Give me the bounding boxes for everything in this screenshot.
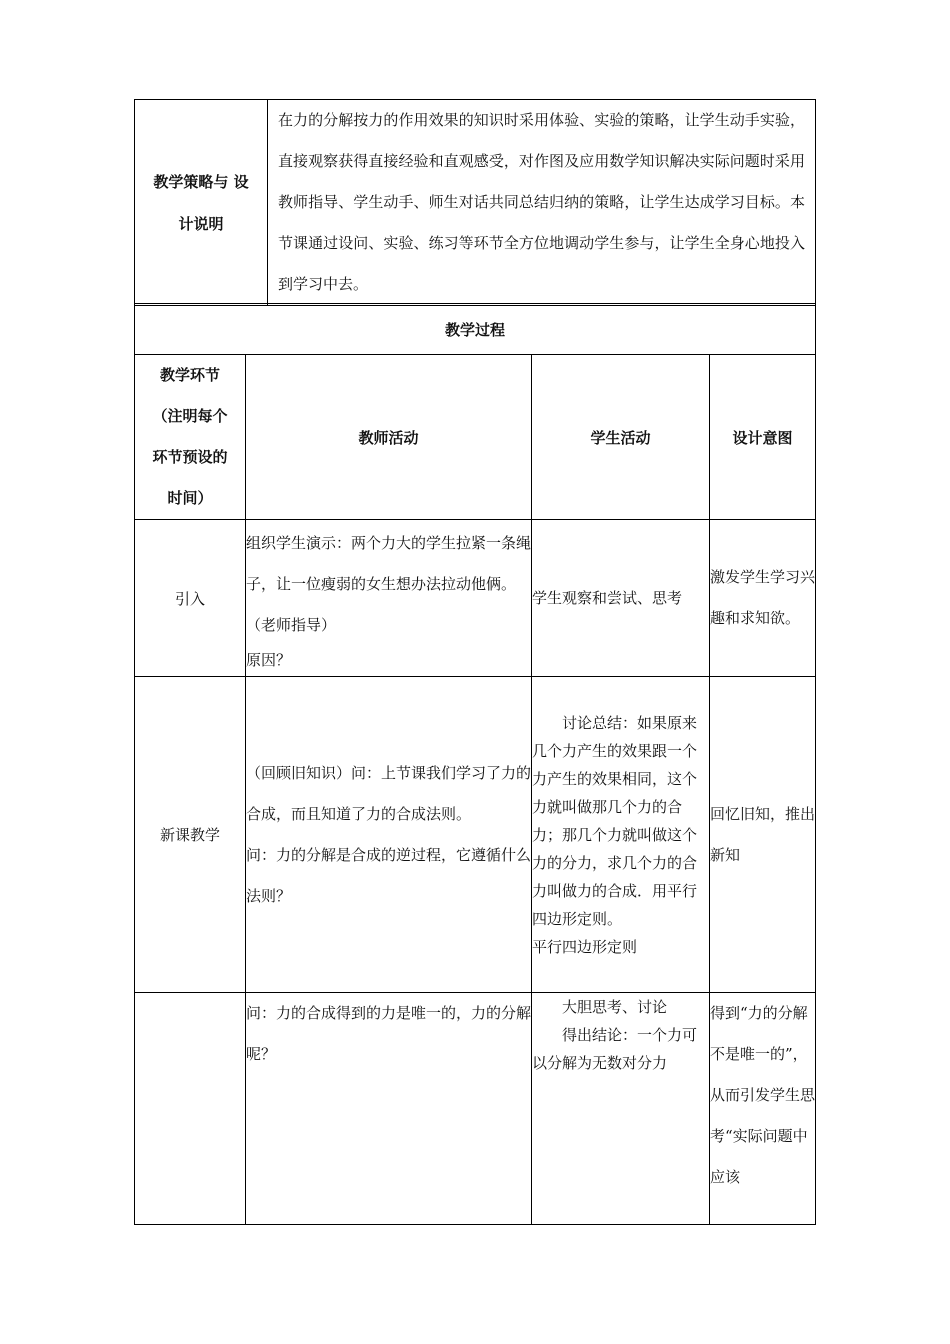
stage-cell <box>135 993 246 1225</box>
process-title: 教学过程 <box>135 304 816 355</box>
strategy-label-line: 计说明 <box>178 214 224 233</box>
stage-cell: 引入 <box>135 520 246 677</box>
header-stage-line: 时间） <box>167 489 213 507</box>
teacher-paragraph: 组织学生演示：两个力大的学生拉紧一条绳子，让一位瘦弱的女生想办法拉动他俩。（老师指导） <box>246 533 532 634</box>
strategy-table <box>134 99 816 306</box>
intent-cell: 回忆旧知，推出新知 <box>710 677 816 993</box>
strategy-label <box>135 100 268 306</box>
header-teacher: 教师活动 <box>246 355 532 520</box>
process-table <box>134 303 816 1225</box>
header-intent: 设计意图 <box>710 355 816 520</box>
header-student: 学生活动 <box>532 355 710 520</box>
teacher-paragraph: 原因？ <box>246 650 292 669</box>
header-stage-line: 教学环节 <box>159 366 220 384</box>
strategy-text: 在力的分解按力的作用效果的知识时采用体验、实验的策略，让学生动手实验，直接观察获得直接经验和直观感受，对作图及应用数学知识解决实际问题时采用教师指导、学生动手、师生对话共同总结归纳的策略，让学生达成学习目标。本节课通过设问、实验、练习等环节全方位地调动学生参与，让学生全身心地投入到学习中去。 <box>268 100 816 306</box>
student-cell <box>532 520 710 677</box>
strategy-label-line: 教学策略与 设 <box>153 172 249 191</box>
student-paragraph: 大胆思考、讨论 <box>562 998 668 1016</box>
teacher-paragraph: 问：力的合成得到的力是唯一的，力的分解呢？ <box>246 1004 532 1063</box>
student-paragraph: 得出结论：一个力可以分解为无数对分力 <box>532 1026 698 1072</box>
teacher-paragraph: 问：力的分解是合成的逆过程，它遵循什么法则？ <box>246 845 532 905</box>
student-cell <box>532 993 710 1225</box>
student-paragraph: 讨论总结：如果原来几个力产生的效果跟一个力产生的效果相同，这个力就叫做那几个力的合力；那几个力就叫做这个力的分力，求几个力的合力叫做力的合成．用平行四边形定则。 <box>532 713 698 928</box>
student-paragraph: 学生观察和尝试、思考 <box>532 588 683 607</box>
header-stage-line: （注明每个 <box>152 407 228 425</box>
intent-cell: 激发学生学习兴趣和求知欲。 <box>710 520 816 677</box>
student-cell <box>532 677 710 993</box>
header-stage <box>135 355 246 520</box>
student-paragraph: 平行四边形定则 <box>532 937 638 956</box>
intent-cell: 得到“力的分解不是唯一的”，从而引发学生思考“实际问题中应该 <box>710 993 816 1225</box>
header-stage-line: 环节预设的 <box>152 448 228 466</box>
teacher-paragraph: （回顾旧知识）问：上节课我们学习了力的合成，而且知道了力的合成法则。 <box>246 763 532 823</box>
stage-cell: 新课教学 <box>135 677 246 993</box>
teacher-cell <box>246 677 532 993</box>
teacher-cell <box>246 993 532 1225</box>
teacher-cell <box>246 520 532 677</box>
